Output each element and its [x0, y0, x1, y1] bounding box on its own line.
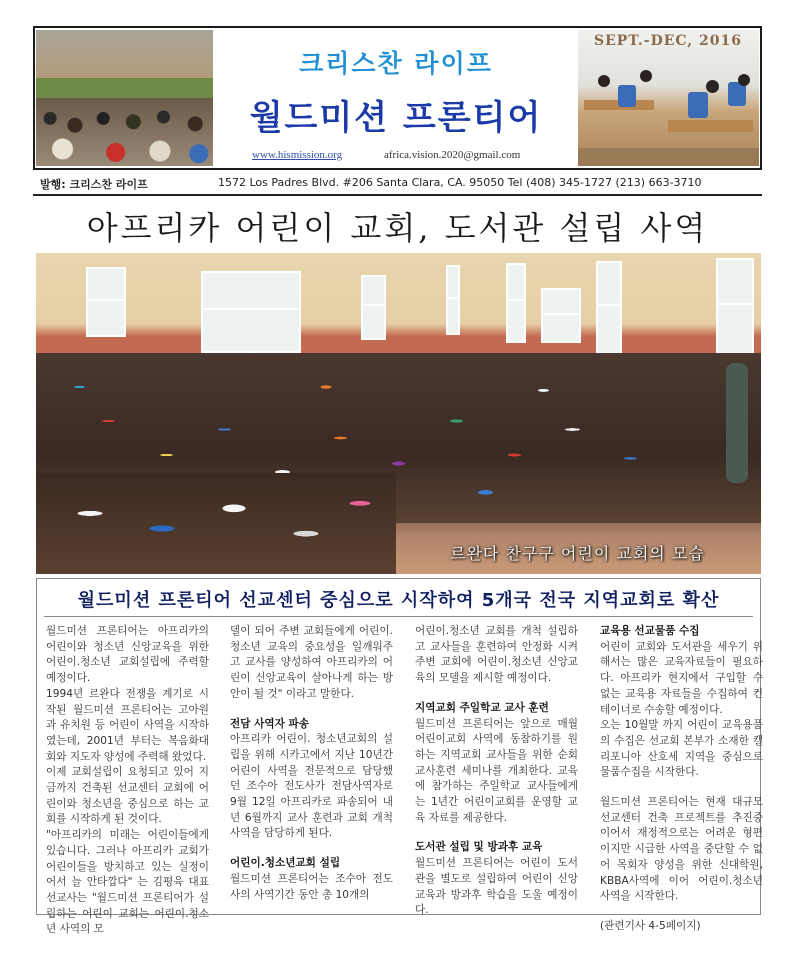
photo-window [596, 261, 622, 356]
related-articles-note: (관련기사 4-5페이지) [600, 919, 701, 932]
section-heading: 전담 사역자 파송 [230, 717, 310, 730]
masthead-photo-right [578, 30, 759, 166]
issue-date: SEPT.-DEC, 2016 [593, 33, 743, 49]
website-link[interactable]: www.hismission.org [252, 149, 343, 161]
masthead-title: 월드미션 프론티어 [249, 98, 543, 138]
header-rule [33, 194, 762, 196]
photo-window [201, 271, 301, 353]
paragraph: 월드미션 프론티어는 앞으로 매월 어린이교회 사역에 동참하기를 원하는 지역교회 교사들을 위한 순회 교사훈련 세미나를 개최한다. 교육에 참가하는 주일학교 교사들에게는 1년간 어린이교회를 운영할 교육 자료를 제공한다. [415, 717, 578, 824]
paragraph: 월드미션 프론티어는 아프리카의 어린이와 청소년 신앙교육을 위한 어린이.청소년 교회설립에 주력할 예정이다. [46, 625, 209, 685]
paragraph: "아프리카의 미래는 어린이들에게 있습니다. 그러나 아프리카 교회가 어린이들을 방치하고 있는 실정이어서 늘 안타깝다" 는 김평육 대표 선교사는 "월드미션 프론티어가 설립하는 어린이 교회는 어린이.청소년 사역의 모 [46, 829, 209, 936]
main-headline: 아프리카 어린이 교회, 도서관 설립 사역 [86, 209, 709, 247]
article-column-4 [600, 624, 763, 935]
photo-window [86, 267, 126, 337]
paragraph: 어린이 교회와 도서관을 세우기 위해서는 많은 교육자료들이 필요하다. 아프리카 현지에서 구입할 수 없는 교육용 자료들을 수집하여 컨테이너로 수송할 예정이다. [600, 640, 763, 716]
article-subhead: 월드미션 프론티어 선교센터 중심으로 시작하여 5개국 전국 지역교회로 확산 [77, 590, 720, 611]
paragraph: 1994년 르완다 전쟁을 계기로 시작된 월드미션 프론티어는 고아원과 유치원 등 어린이 사역을 시작하였는데, 2001년 부터는 복음화대회와 지도자 양성에 주력해 왔었다. [46, 687, 209, 763]
section-heading: 지역교회 주일학교 교사 훈련 [415, 701, 549, 714]
subhead-rule [44, 616, 753, 617]
paragraph: 아프리카 어린이. 청소년교회의 설립을 위해 시카고에서 지난 10년간 어린이 사역을 전문적으로 담당했던 조수아 전도사가 전담사역자로 9월 12일 아프리카로 파송되어 내년 6월까지 교사 훈련과 교회 개척사역을 담당하게 된다. [230, 733, 393, 840]
main-photo [36, 253, 761, 574]
photo-window [716, 258, 754, 358]
section-heading: 교육용 선교물품 수집 [600, 625, 700, 637]
paragraph: 어린이.청소년 교회를 개척 설립하고 교사들을 훈련하여 안정화 시켜 주변 교회에 어린이.청소년 신앙교육의 모델을 제시할 예정이다. [415, 625, 578, 685]
paragraph: 월드미션 프론티어는 현재 대규모 선교센터 건축 프로젝트를 추진중이어서 재정적으로는 어려운 형편이지만 시급한 사역을 중단할 수 없어 목회자 양성을 위한 신대학원, KBBA사역에 이어 어린이.청소년 사역을 시작한다. [600, 796, 763, 903]
photo-window [541, 288, 581, 343]
article-column-2 [230, 624, 393, 903]
photo-window [506, 263, 526, 343]
photo-caption: 르완다 찬구구 어린이 교회의 모습 [450, 544, 705, 563]
article-column-1 [46, 624, 209, 938]
paragraph: 월드미션 프론티어는 어린이 도서관을 별도로 설립하여 어린이 신앙교육과 방과후 학습을 도울 예정이다. [415, 857, 578, 917]
paragraph: 오는 10월말 까지 어린이 교육용품의 수집은 선교회 본부가 소재한 캘리포니아 산호세 지역을 중심으로 물품수집을 시작한다. [600, 719, 763, 779]
publisher-address: 1572 Los Padres Blvd. #206 Santa Clara, CA. 95050 Tel (408) 345-1727 (213) 663-3710 [218, 176, 702, 189]
paragraph: 월드미션 프론티어는 조수아 전도사의 사역기간 동안 총 10개의 [230, 872, 393, 901]
publisher-label: 발행: 크리스찬 라이프 [40, 178, 148, 191]
section-heading: 도서관 설립 및 방과후 교육 [415, 841, 543, 854]
paragraph: 델이 되어 주변 교회들에게 어린이. 청소년 교육의 중요성을 일깨워주고 교사를 양성하여 아프리카의 어린이 신앙교육이 살아나게 하는 방안이 될 것" 이라고 말한다. [230, 625, 393, 700]
masthead-subtitle: 크리스찬 라이프 [299, 49, 493, 78]
photo-window [361, 275, 386, 340]
article-column-3 [415, 624, 578, 919]
masthead-photo-left [36, 30, 213, 166]
photo-window [446, 265, 460, 335]
section-heading: 어린이.청소년교회 설립 [230, 857, 341, 870]
contact-email: africa.vision.2020@gmail.com [384, 149, 521, 161]
paragraph: 이제 교회설립이 요청되고 있어 지금까지 건축된 선교센터 교회에 어린이와 청소년을 중심으로 하는 교회를 시작하게 된 것이다. [46, 766, 209, 826]
